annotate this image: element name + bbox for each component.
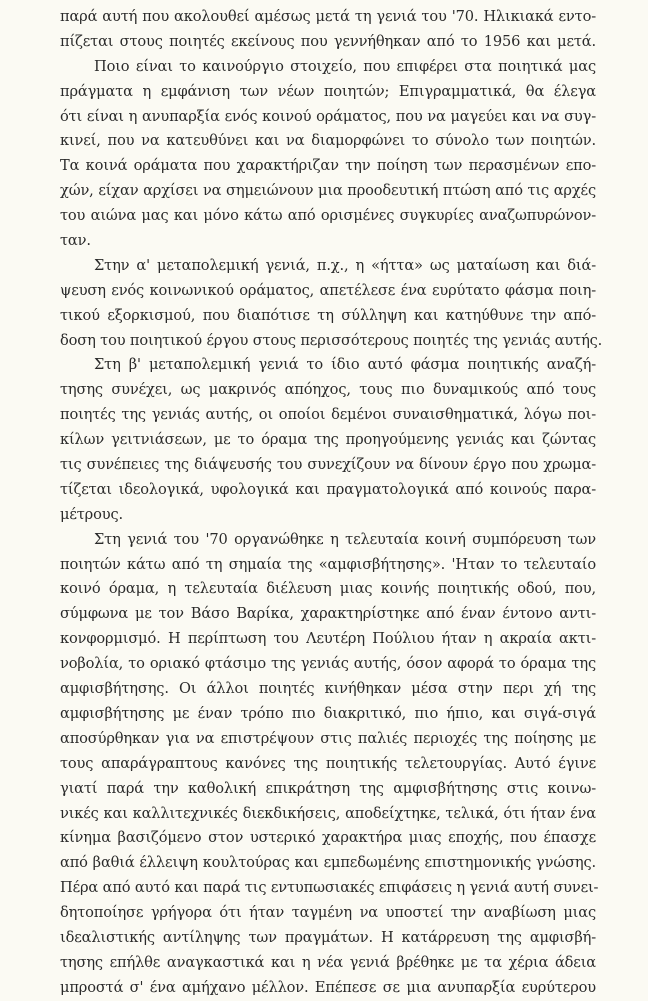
text-line: ποιητών κάτω από τη σημαία της «αμφισβήτησης». 'Ηταν το τελευταίο — [60, 555, 596, 573]
text-line: σύμφωνα με τον Βάσο Βαρίκα, χαρακτηρίστηκε από έναν έντονο αντι- — [60, 605, 596, 623]
text-line: νικές και καλλιτεχνικές διεκδικήσεις, αποδείχτηκε, τελικά, ότι ήταν ένα — [60, 804, 596, 822]
text-line: ποιητές της γενιάς αυτής, οι οποίοι δεμένοι συναισθηματικά, λόγω ποι- — [60, 406, 596, 424]
text-line: ότι είναι η ανυπαρξία ενός κοινού οράματος, που να μαγεύει και να συγ- — [60, 107, 596, 125]
text-line: νοβολία, το οριακό φτάσιμο της γενιάς αυτής, όσον αφορά το όραμα της — [60, 655, 596, 673]
book-page — [60, 5, 603, 1001]
text-line: χών, είχαν αρχίσει να σημειώνουν μια προοδευτική πτώση από τις αρχές — [60, 182, 596, 200]
text-line: κονφορμισμό. Η περίπτωση του Λευτέρη Πούλιου ήταν η ακραία ακτι- — [60, 630, 596, 648]
text-line: γιατί παρά την καθολική επικράτηση της αμφισβήτησης στις κοινω- — [60, 779, 596, 797]
text-line: κίνημα βασιζόμενο στον υστερικό χαρακτήρα μιας εποχής, που έπασχε — [60, 829, 596, 847]
text-line: πράγματα η εμφάνιση των νέων ποιητών; Επιγραμματικά, θα έλεγα — [60, 82, 596, 100]
text-line: τησης συνέχει, ως μακρινός απόηχος, τους πιο δυναμικούς από τους — [60, 381, 596, 399]
text-line: του αιώνα μας και μόνο κάτω από ορισμένες συγκυρίες αναζωπυρώνον- — [60, 207, 596, 225]
paragraph-first-line: Στη β' μεταπολεμική γενιά το ίδιο αυτό φάσμα ποιητικής αναζή- — [94, 356, 596, 374]
text-line: Πέρα από αυτό και παρά τις εντυπωσιακές επιφάσεις η γενιά αυτή συνει- — [60, 879, 599, 897]
text-line: τις συνέπειες της διάψευσής του συνεχίζουν να δίνουν έργο που χρωμα- — [60, 456, 596, 474]
paragraph-first-line: Στην α' μεταπολεμική γενιά, π.χ., η «ήττα» ως ματαίωση και διά- — [94, 256, 596, 274]
text-line: μπροστά σ' ένα αμήχανο μέλλον. Επέπεσε σε μια ανυπαρξία ευρύτερου — [60, 978, 596, 996]
text-line: πίζεται στους ποιητές εκείνους που γεννήθηκαν από το 1956 και μετά. — [60, 32, 596, 50]
text-line: μέτρους. — [60, 505, 123, 523]
text-line: δητοποίησε γρήγορα ότι ήταν ταγμένη να υποστεί την αναβίωση μιας — [60, 904, 596, 922]
text-line: τους απαράγραπτους κανόνες της ποιητικής τελετουργίας. Αυτό έγινε — [60, 754, 596, 772]
text-line: αμφισβήτησης με έναν τρόπο πιο διακριτικό, πιο ήπιο, και σιγά-σιγά — [60, 704, 596, 722]
paragraph-first-line: Στη γενιά του '70 οργανώθηκε η τελευταία κοινή συμπόρευση των — [94, 530, 596, 548]
text-line: δοση του ποιητικού έργου στους περισσότερους ποιητές της γενιάς αυτής. — [60, 331, 603, 349]
text-line: τικού εξορκισμού, που διαπότισε τη σύλληψη και κατηύθυνε την από- — [60, 306, 596, 324]
text-line: τίζεται ιδεολογικά, υφολογικά και πραγματολογικά από κοινούς παρα- — [60, 480, 596, 498]
text-line: αμφισβήτησης. Οι άλλοι ποιητές κινήθηκαν μέσα στην περι χή της — [60, 680, 596, 698]
text-line: από βαθιά έλλειψη κουλτούρας και εμπεδωμένης επιστημονικής γνώσης. — [60, 854, 596, 872]
text-line: κίλων γειτνιάσεων, με το όραμα της προηγούμενης γενιάς και ζώντας — [60, 431, 596, 449]
text-line: κινεί, που να κατευθύνει και να διαμορφώνει το σύνολο των ποιητών. — [60, 132, 596, 150]
text-line: Τα κοινά οράματα που χαρακτήριζαν την ποίηση των περασμένων επο- — [60, 157, 596, 175]
text-line: κοινό όραμα, η τελευταία διέλευση μιας κοινής ποιητικής οδού, που, — [60, 580, 596, 598]
text-line: τησης επήλθε αναγκαστικά και η νέα γενιά βρέθηκε με τα χέρια άδεια — [60, 953, 596, 971]
text-line: ψευση ενός κοινωνικού οράματος, απετέλεσε ένα ευρύτατο φάσμα ποιη- — [60, 281, 596, 299]
paragraph-first-line: Ποιο είναι το καινούργιο στοιχείο, που επιφέρει στα ποιητικά μας — [94, 57, 596, 75]
text-line: αποσύρθηκαν για να επιστρέψουν στις παλιές περιοχές της ποίησης με — [60, 729, 596, 747]
text-line: ταν. — [60, 232, 91, 250]
text-line: ιδεαλιστικής αντίληψης των πραγμάτων. Η κατάρρευση της αμφισβή- — [60, 928, 596, 946]
text-line: παρά αυτή που ακολουθεί αμέσως μετά τη γενιά του '70. Ηλικιακά εντο- — [60, 8, 596, 25]
